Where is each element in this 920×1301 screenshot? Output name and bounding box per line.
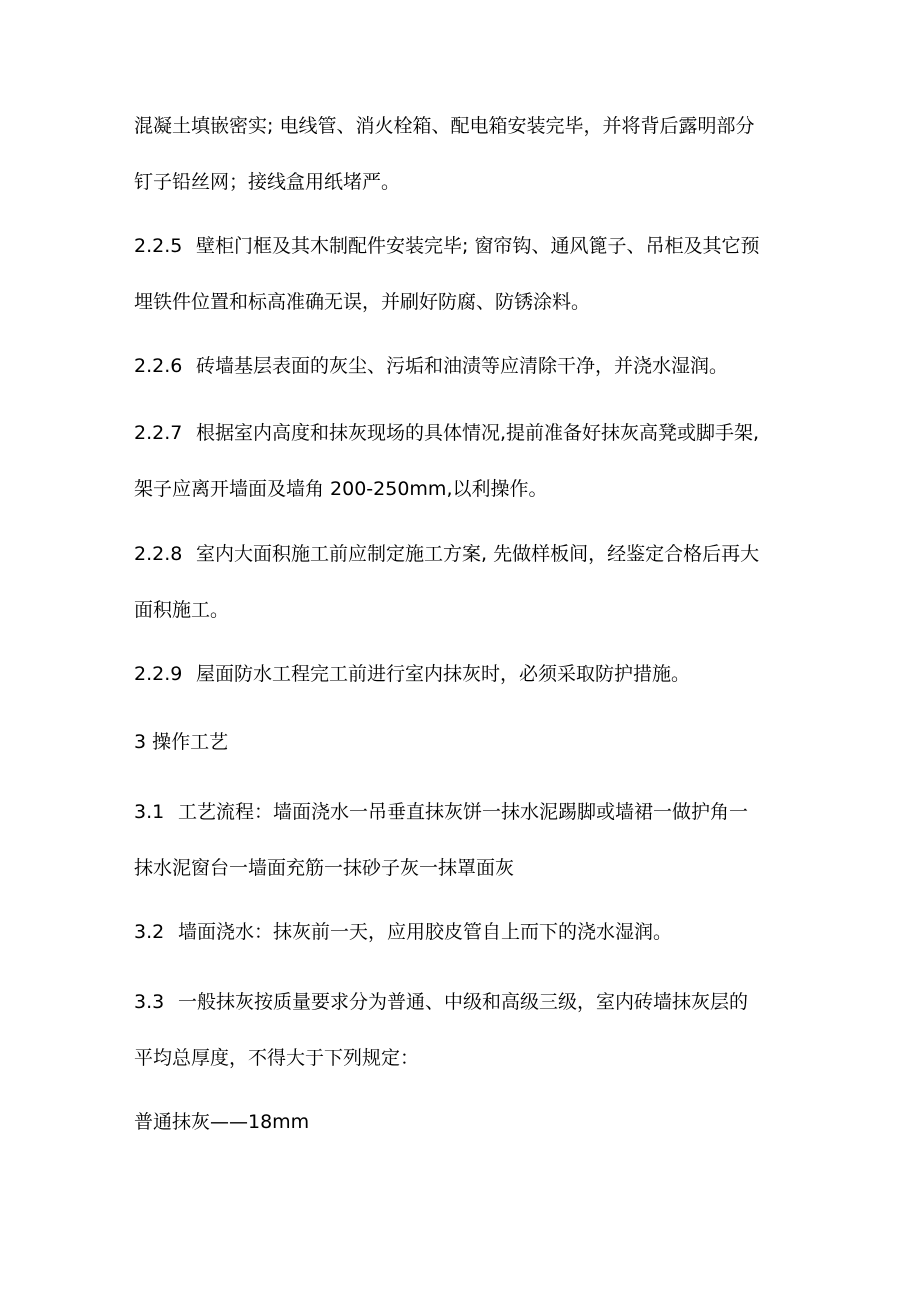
line-text: 墙面浇水：抹灰前一天，应用胶皮管自上而下的浇水湿润。: [178, 921, 673, 943]
text-line: [134, 974, 794, 1030]
paragraph-3-2: [134, 904, 794, 960]
line-text: 屋面防水工程完工前进行室内抹灰时，必须采取防护措施。: [196, 663, 691, 685]
section-number: 2.2.8: [134, 543, 183, 565]
line-text: 砖墙基层表面的灰尘、污垢和油渍等应清除干净，并浇水湿润。: [196, 355, 729, 377]
paragraph-2-2-5: [134, 218, 794, 330]
text-line: 抹水泥窗台一墙面充筋一抹砂子灰一抹罩面灰: [134, 857, 515, 879]
line-text: 根据室内高度和抹灰现场的具体情况,提前准备好抹灰高凳或脚手架,: [196, 422, 760, 444]
text-line: 架子应离开墙面及墙角 200-250mm,以利操作。: [134, 478, 548, 500]
paragraph-continuation: [134, 98, 794, 210]
section-number: 2.2.6: [134, 355, 183, 377]
text-line: 混凝土填嵌密实; 电线管、消火栓箱、配电箱安装完毕，并将背后露明部分: [134, 115, 755, 137]
paragraph-3-3: [134, 974, 794, 1086]
section-number: 3.3: [134, 991, 165, 1013]
text-line: [134, 784, 794, 840]
text-line: 钉子铅丝网；接线盒用纸堵严。: [134, 171, 401, 193]
line-text: 室内大面积施工前应制定施工方案, 先做样板间，经鉴定合格后再大: [196, 543, 760, 565]
paragraph-2-2-8: [134, 526, 794, 638]
section-number: 2.2.5: [134, 235, 183, 257]
heading-text: 3 操作工艺: [134, 731, 229, 753]
text-line: 普通抹灰——18mm: [134, 1111, 310, 1133]
section-number: 2.2.7: [134, 422, 183, 444]
text-line: [134, 338, 794, 394]
text-line: 面积施工。: [134, 599, 230, 621]
paragraph-2-2-6: [134, 338, 794, 394]
section-number: 2.2.9: [134, 663, 183, 685]
section-number: 3.2: [134, 921, 165, 943]
paragraph-2-2-7: [134, 405, 794, 517]
paragraph-3-1: [134, 784, 794, 896]
line-text: 一般抹灰按质量要求分为普通、中级和高级三级，室内砖墙抹灰层的: [178, 991, 749, 1013]
text-line: [134, 904, 794, 960]
line-text: 工艺流程：墙面浇水一吊垂直抹灰饼一抹水泥踢脚或墙裙一做护角一: [178, 801, 749, 823]
section-number: 3.1: [134, 801, 165, 823]
text-line: 平均总厚度，不得大于下列规定：: [134, 1047, 420, 1069]
text-line: [134, 218, 794, 274]
text-line: [134, 646, 794, 702]
text-line: [134, 526, 794, 582]
text-line: 埋铁件位置和标高准确无误，并刷好防腐、防锈涂料。: [134, 291, 591, 313]
section-heading-3: [134, 714, 794, 770]
paragraph-2-2-9: [134, 646, 794, 702]
paragraph-normal-plaster: [134, 1094, 794, 1150]
text-line: [134, 405, 794, 461]
line-text: 壁柜门框及其木制配件安装完毕; 窗帘钩、通风篦子、吊柜及其它预: [196, 235, 760, 257]
